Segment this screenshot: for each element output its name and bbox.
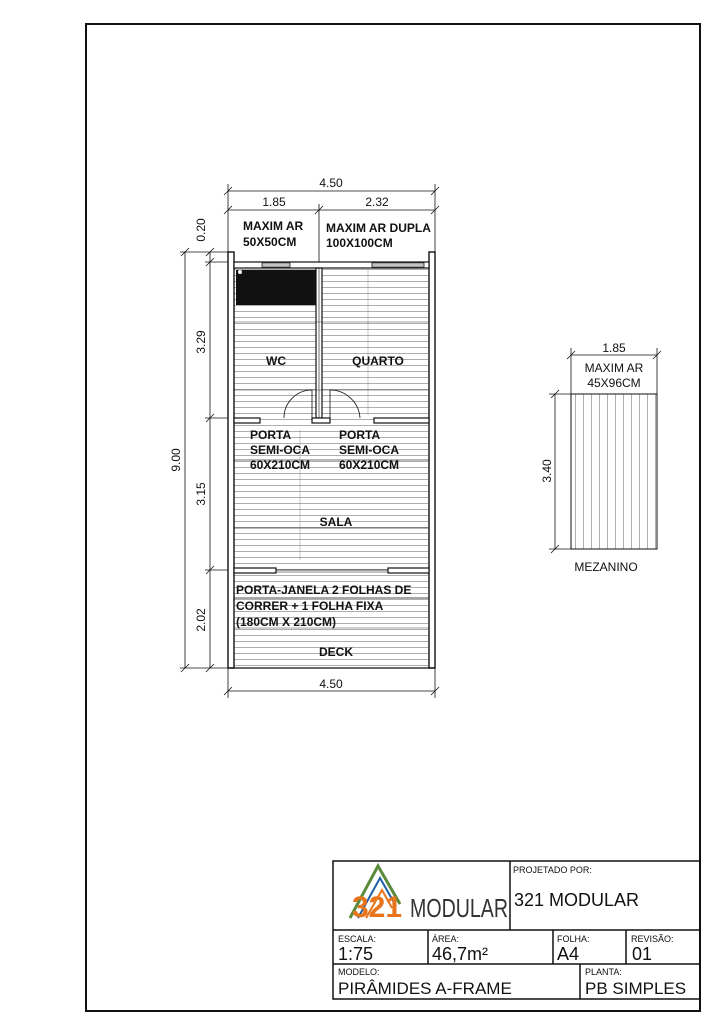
projetado-label: PROJETADO POR: — [513, 865, 592, 875]
dim-bottom-total: 4.50 — [319, 677, 343, 691]
escala-value: 1:75 — [338, 944, 374, 964]
dim-top-total: 4.50 — [319, 176, 343, 190]
dim-left-a: 0.20 — [194, 218, 208, 242]
door-left-label-1: PORTA — [250, 428, 292, 442]
wall-sliding-right — [388, 568, 429, 573]
door-left-label-2: SEMI-OCA — [250, 443, 310, 457]
mezanino-window-label-1: MAXIM AR — [584, 361, 644, 375]
modelo-value: PIRÂMIDES A-FRAME — [338, 979, 512, 998]
window-wc-label-2: 50X50CM — [243, 235, 297, 249]
floor-plan — [228, 219, 435, 668]
door-left-label-3: 60X210CM — [250, 458, 311, 472]
mezanino-dim-width: 1.85 — [602, 341, 626, 355]
area-value: 46,7m² — [432, 944, 489, 964]
dim-top-right: 2.32 — [365, 195, 389, 209]
wall-right — [429, 252, 435, 668]
room-label-sala: SALA — [319, 515, 353, 529]
revisao-label: REVISÃO: — [631, 934, 674, 944]
room-label-deck: DECK — [318, 645, 354, 659]
room-label-quarto: QUARTO — [352, 354, 404, 368]
area-label: ÁREA: — [432, 934, 460, 944]
wall-partition-left — [234, 418, 260, 423]
wall-partition-mid — [312, 418, 330, 423]
planta-value: PB SIMPLES — [585, 979, 687, 998]
mezanino-floor — [571, 394, 657, 549]
folha-label: FOLHA: — [557, 934, 590, 944]
folha-value: A4 — [557, 944, 580, 964]
wc-fixture-block — [236, 270, 316, 305]
door-right-label-1: PORTA — [339, 428, 381, 442]
dim-left-b: 3.29 — [194, 330, 208, 354]
projetado-value: 321 MODULAR — [514, 890, 640, 910]
company-logo — [350, 866, 508, 924]
window-wc-label-1: MAXIM AR — [243, 219, 304, 233]
dim-left-d: 2.02 — [194, 608, 208, 632]
logo-number: 321 — [352, 891, 403, 924]
room-label-wc: WC — [266, 354, 286, 368]
revisao-value: 01 — [632, 944, 653, 964]
window-quarto-label-1: MAXIM AR DUPLA — [326, 221, 431, 235]
wall-partition-right — [374, 418, 429, 423]
door-right-label-3: 60X210CM — [339, 458, 400, 472]
door-right-label-2: SEMI-OCA — [339, 443, 399, 457]
mezanino-dim-height: 3.40 — [540, 459, 554, 483]
dim-top-left: 1.85 — [262, 195, 286, 209]
wall-sliding-left — [234, 568, 276, 573]
wall-left — [228, 252, 234, 668]
sliding-door-label-2: CORRER + 1 FOLHA FIXA — [236, 599, 384, 613]
escala-label: ESCALA: — [338, 934, 377, 944]
sliding-door-label-3: (180CM X 210CM) — [236, 615, 337, 629]
sliding-door-label-1: PORTA-JANELA 2 FOLHAS DE — [236, 583, 412, 597]
mezanino-window-label-2: 45X96CM — [587, 376, 641, 390]
modelo-label: MODELO: — [338, 967, 380, 977]
window-quarto-label-2: 100X100CM — [326, 236, 393, 250]
wc-fixture-dot — [238, 270, 242, 274]
mezanino-label: MEZANINO — [574, 560, 638, 574]
dim-left-total: 9.00 — [169, 448, 183, 472]
logo-text: MODULAR — [410, 893, 508, 923]
dim-left-c: 3.15 — [194, 482, 208, 506]
planta-label: PLANTA: — [585, 967, 622, 977]
